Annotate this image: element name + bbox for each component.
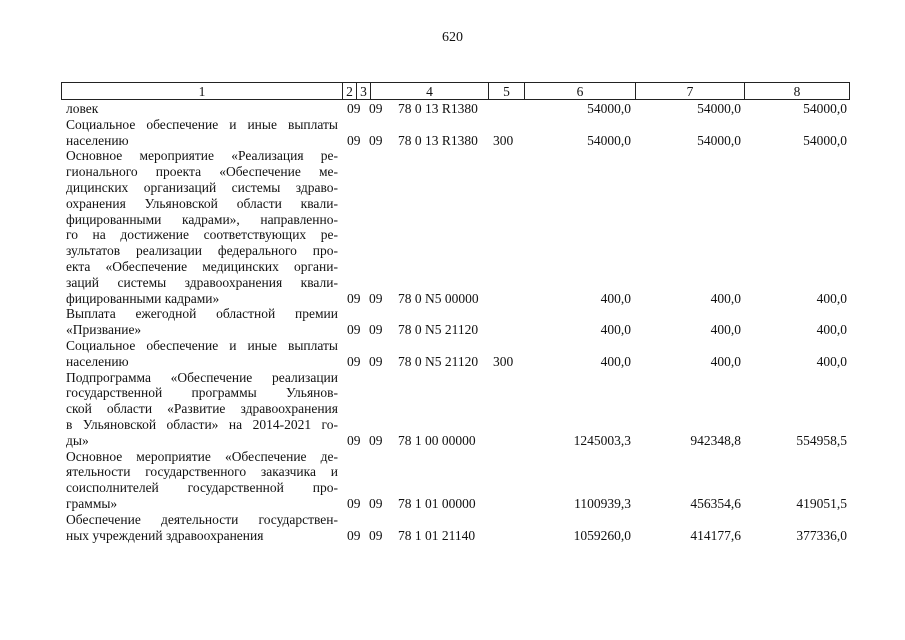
header-col-6: 6 xyxy=(525,83,636,99)
cell-c4: 78 0 N5 21120 xyxy=(398,353,479,369)
cell-c3: 09 xyxy=(369,353,383,369)
description-line: Социальное обеспечение и иные выплаты xyxy=(66,116,338,132)
description-line: соисполнителей государственной про- xyxy=(66,480,338,496)
description-line: Выплата ежегодной областной премии xyxy=(66,306,338,322)
description-line: ных учреждений здравоохранения xyxy=(66,527,264,543)
cell-c4: 78 1 00 00000 xyxy=(398,432,476,448)
description-line: дицинских организаций системы здраво- xyxy=(66,179,338,195)
cell-c5: 300 xyxy=(493,132,514,148)
cell-c6: 400,0 xyxy=(600,353,631,369)
description-line: заций системы здравоохранения квали- xyxy=(66,274,338,290)
cell-c8: 554958,5 xyxy=(796,432,847,448)
cell-c7: 456354,6 xyxy=(690,495,741,511)
cell-c7: 942348,8 xyxy=(690,432,741,448)
description-line: государственной программы Ульянов- xyxy=(66,385,338,401)
description-line: го на достижение соответствующих ре- xyxy=(66,227,338,243)
description-line: Социальное обеспечение и иные выплаты xyxy=(66,338,338,353)
description-line: «Призвание» xyxy=(66,322,142,338)
cell-c8: 400,0 xyxy=(816,322,847,338)
cell-c3: 09 xyxy=(369,132,383,148)
cell-c2: 09 xyxy=(347,101,361,116)
description-line: ятельности государственного заказчика и xyxy=(66,464,338,480)
row-description xyxy=(66,101,338,117)
cell-c4: 78 0 N5 21120 xyxy=(398,322,479,338)
description-line: охранения Ульяновской области квали- xyxy=(66,195,338,211)
cell-c7: 400,0 xyxy=(710,353,741,369)
page-number: 620 xyxy=(442,30,463,45)
cell-c8: 54000,0 xyxy=(803,101,847,116)
cell-c2: 09 xyxy=(347,495,361,511)
row-description xyxy=(66,338,338,370)
cell-c8: 400,0 xyxy=(816,290,847,306)
description-line: фицированными кадрами», направленно- xyxy=(66,211,338,227)
description-line: граммы» xyxy=(66,495,118,511)
cell-c2: 09 xyxy=(347,432,361,448)
cell-c6: 400,0 xyxy=(600,290,631,306)
description-line: в Ульяновской области» на 2014-2021 го- xyxy=(66,416,338,432)
cell-c2: 09 xyxy=(347,290,361,306)
cell-c4: 78 1 01 00000 xyxy=(398,495,476,511)
cell-c7: 400,0 xyxy=(710,322,741,338)
cell-c6: 54000,0 xyxy=(587,132,631,148)
cell-c5: 300 xyxy=(493,353,514,369)
header-col-1: 1 xyxy=(62,83,343,99)
cell-c4: 78 1 01 21140 xyxy=(398,527,476,543)
cell-c8: 419051,5 xyxy=(796,495,847,511)
header-col-4: 4 xyxy=(371,83,489,99)
header-col-5: 5 xyxy=(489,83,525,99)
cell-c6: 1245003,3 xyxy=(573,432,631,448)
row-description xyxy=(66,512,338,544)
header-col-3: 3 xyxy=(357,83,371,99)
cell-c3: 09 xyxy=(369,290,383,306)
description-line: ловек xyxy=(66,101,99,116)
cell-c2: 09 xyxy=(347,132,361,148)
description-line: Основное мероприятие «Обеспечение де- xyxy=(66,448,338,464)
description-line: екта «Обеспечение медицинских органи- xyxy=(66,258,338,274)
description-line: Основное мероприятие «Реализация ре- xyxy=(66,148,338,164)
cell-c6: 1059260,0 xyxy=(573,527,631,543)
header-col-8: 8 xyxy=(793,84,801,99)
cell-c3: 09 xyxy=(369,432,383,448)
description-line: ды» xyxy=(66,432,89,448)
cell-c7: 400,0 xyxy=(710,290,741,306)
table-header xyxy=(61,82,850,100)
header-col-7: 7 xyxy=(636,83,745,99)
row-description xyxy=(66,148,338,306)
description-line: фицированными кадрами» xyxy=(66,290,220,306)
cell-c3: 09 xyxy=(369,495,383,511)
cell-c3: 09 xyxy=(369,527,383,543)
cell-c6: 1100939,3 xyxy=(574,495,631,511)
cell-c4: 78 0 13 R1380 xyxy=(398,101,478,116)
cell-c8: 54000,0 xyxy=(803,132,847,148)
cell-c2: 09 xyxy=(347,322,361,338)
description-line: Обеспечение деятельности государствен- xyxy=(66,511,338,527)
cell-c8: 377336,0 xyxy=(796,527,847,543)
description-line: Подпрограмма «Обеспечение реализации xyxy=(66,369,338,385)
cell-c7: 54000,0 xyxy=(697,101,741,116)
description-line: населению xyxy=(66,353,129,369)
cell-c7: 414177,6 xyxy=(690,527,741,543)
cell-c4: 78 0 13 R1380 xyxy=(398,132,478,148)
cell-c8: 400,0 xyxy=(816,353,847,369)
cell-c7: 54000,0 xyxy=(697,132,741,148)
cell-c6: 400,0 xyxy=(600,322,631,338)
row-description xyxy=(66,306,338,338)
description-line: ской области «Развитие здравоохранения xyxy=(66,401,338,417)
description-line: населению xyxy=(66,132,129,148)
header-col-2: 2 xyxy=(343,83,357,99)
row-description xyxy=(66,370,338,449)
description-line: гионального проекта «Обеспечение ме- xyxy=(66,164,338,180)
cell-c4: 78 0 N5 00000 xyxy=(398,290,479,306)
cell-c3: 09 xyxy=(369,101,383,116)
cell-c3: 09 xyxy=(369,322,383,338)
row-description xyxy=(66,117,338,149)
cell-c2: 09 xyxy=(347,353,361,369)
cell-c2: 09 xyxy=(347,527,361,543)
row-description xyxy=(66,449,338,512)
description-line: зультатов реализации федерального про- xyxy=(66,243,338,259)
cell-c6: 54000,0 xyxy=(587,101,631,116)
